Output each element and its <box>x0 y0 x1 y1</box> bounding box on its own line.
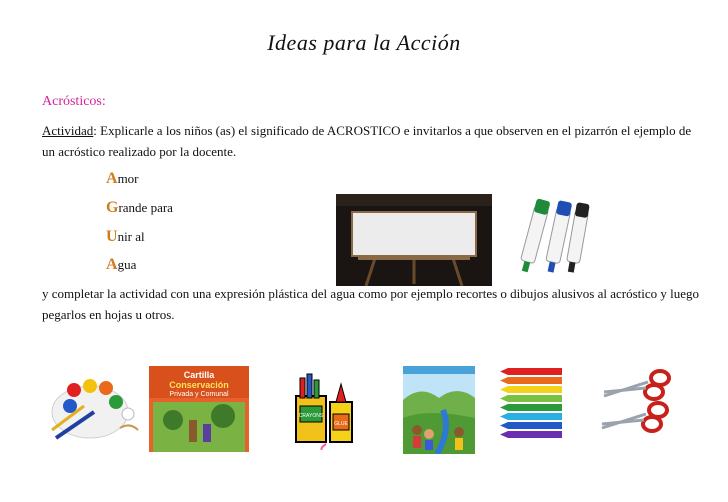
acrostic-initial: U <box>106 228 118 245</box>
activity-paragraph <box>42 120 692 162</box>
acrostic-initial: G <box>106 199 119 216</box>
crayons-box-label: CRAYONS <box>298 413 324 419</box>
acrostic-initial: A <box>106 256 118 273</box>
acrostic-rest: gua <box>117 257 137 272</box>
booklet-line-2: Conservación <box>169 380 229 390</box>
scissors-image <box>598 362 678 438</box>
page-title: Ideas para la Acción <box>267 30 461 55</box>
acrostic-line-2 <box>106 199 173 217</box>
acrostic-rest: nir al <box>117 229 145 244</box>
acrostic-rest: mor <box>117 171 139 186</box>
acrostic-line-1 <box>106 170 139 188</box>
easel-whiteboard-image <box>336 194 492 286</box>
closing-paragraph: y completar la actividad con una expresión plástica del agua como por ejemplo recortes o dibujos alusivos al acróstico y luego pegarlos en hojas u otros. <box>42 286 700 322</box>
acrostic-rest: rande para <box>118 200 173 215</box>
acrostic-line-4 <box>106 256 136 274</box>
paints-image <box>48 376 148 444</box>
glue-bottle-label: GLUE <box>334 421 348 427</box>
acrostic-line-3 <box>106 228 145 246</box>
markers-image <box>515 193 595 281</box>
acrostic-initial: A <box>106 170 118 187</box>
booklet-line-3: Privada y Comunal <box>169 391 229 398</box>
crayons-image <box>494 364 566 442</box>
landscape-drawing-image <box>403 366 475 454</box>
activity-label: Actividad <box>42 123 94 138</box>
booklet-image <box>149 366 249 462</box>
activity-text: : Explicarle a los niños (as) el significado de ACROSTICO e invitarlos a que observen en el pizarrón el ejemplo de un acróstico realizado por la docente. <box>42 123 692 159</box>
glue-crayons-image <box>290 366 358 450</box>
section-label: Acrósticos: <box>42 94 106 109</box>
booklet-line-1: Cartilla <box>183 370 215 380</box>
